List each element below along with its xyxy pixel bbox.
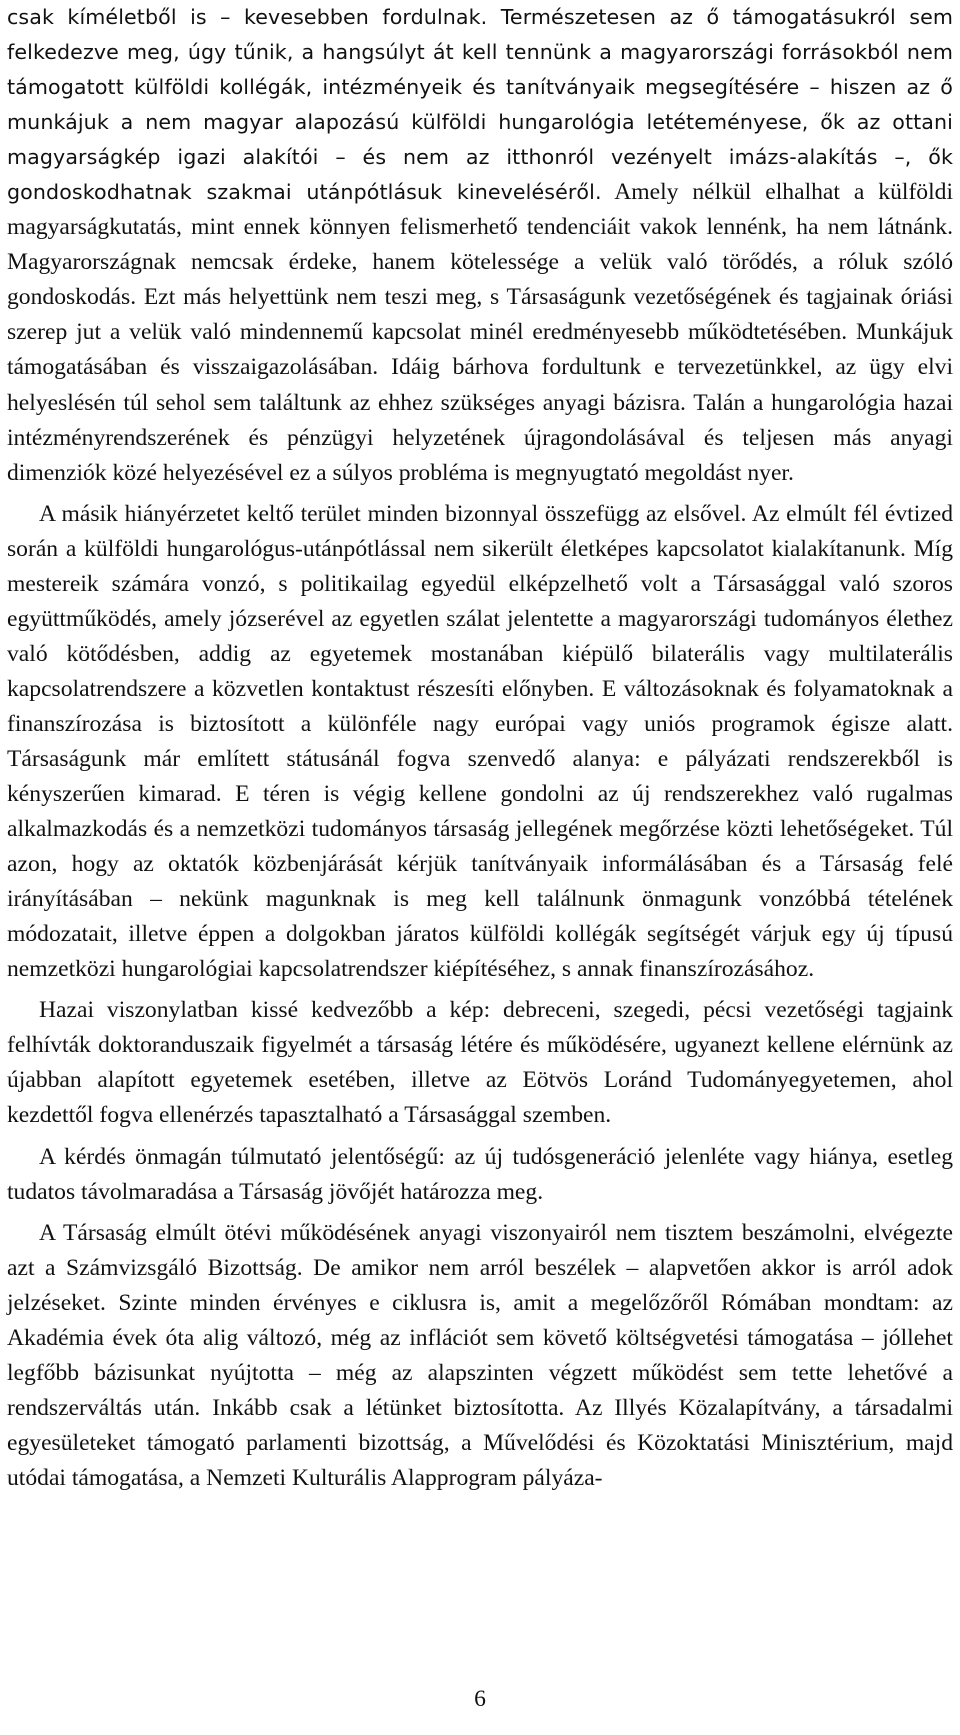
page-number: 6: [474, 1686, 486, 1712]
paragraph-5-text: A Társaság elmúlt ötévi működésének anyagi viszonyairól nem tisztem beszámolni, elvégezte azt a Számvizsgáló Bizottság. De amikor nem arról beszélek – alapvetően akkor is arról adok jelzéseket. Szinte minden érvényes e ciklusra is, amit a megelőzőről Rómában mondtam: az Akadémia évek óta alig változó, még az inflációt sem követő költségvetési támogatása – jóllehet legfőbb bázisunkat nyújtotta – még az alapszinten végzett működést sem tette lehetővé a rendszerváltás után. Inkább csak a létünket biztosította. Az Illyés Közalapítvány, a társadalmi egyesületeket támogató parlamenti bizottság, a Művelődési és Közoktatási Minisztérium, majd utódai támogatása, a Nemzeti Kulturális Alapprogram pályáza-: [7, 1219, 953, 1491]
paragraph-4: [7, 1140, 953, 1210]
paragraph-1-sans-segment: csak kíméletből is – kevesebben fordulnak. Természetesen az ő támogatásukról sem felkedezve meg, úgy tűnik, a hangsúlyt át kell tennünk a magyarországi forrásokból nem támogatott külföldi kollégák, intézményeik és tanítványaik megsegítésére – hiszen az ő munkájuk a nem magyar alapozású külföldi hungarológia letéteményese, ők az ottani magyarságkép igazi alakítói – és nem az itthonról vezényelt imázs-alakítás –, ők gondoskodhatnak szakmai utánpótlásuk kineveléséről.: [7, 5, 953, 205]
document-page: [7, 0, 953, 1496]
paragraph-3: [7, 993, 953, 1133]
paragraph-2: [7, 497, 953, 988]
paragraph-3-text: Hazai viszonylatban kissé kedvezőbb a kép: debreceni, szegedi, pécsi vezetőségi tagjaink felhívták doktoranduszaik figyelmét a társaság létére és működésére, ugyanezt kellene elérnünk az újabban alapított egyetemek esetében, illetve az Eötvös Loránd Tudományegyetemen, ahol kezdettől fogva ellenérzés tapasztalható a Társasággal szemben.: [7, 997, 953, 1129]
paragraph-1: [7, 0, 953, 491]
paragraph-5: [7, 1216, 953, 1496]
paragraph-1-serif-segment: Amely nélkül elhalhat a külföldi magyarságkutatás, mint ennek könnyen felismerhető tendenciáit vakok lennénk, ha nem látnánk. Magyarországnak nemcsak érdeke, hanem kötelessége a velük való törődés, a róluk szóló gondoskodás. Ezt más helyettünk nem teszi meg, s Társaságunk vezetőségének és tagjainak óriási szerep jut a velük való mindennemű kapcsolat minél eredményesebb működtetésében. Munkájuk támogatásában és visszaigazolásában. Idáig bárhova fordultunk e tervezetünkkel, az ügy elvi helyeslésén túl sehol sem találtunk az ehhez szükséges anyagi bázisra. Talán a hungarológia hazai intézményrendszerének és pénzügyi helyzetének újragondolásával és teljesen más anyagi dimenziók közé helyezésével ez a súlyos probléma is megnyugtató megoldást nyer.: [7, 179, 953, 486]
paragraph-2-text: A másik hiányérzetet keltő terület minden bizonnyal összefügg az elsővel. Az elmúlt fél évtized során a külföldi hungarológus-utánpótlással nem sikerült életképes kapcsolatot kialakítanunk. Míg mestereik számára vonzó, s politikailag egyedül elképzelhető volt a Társasággal való szoros együttműködés, amely józserével az egyetlen szálat jelentette a magyarországi tudományos élethez való kötődésben, addig az egyetemek mostanában kiépülő bilaterális vagy multilaterális kapcsolatrendszere a közvetlen kontaktust részesíti előnyben. E változásoknak és folyamatoknak a finanszírozása is biztosított a különféle nagy európai vagy uniós programok égisze alatt. Társaságunk már említett státusánál fogva szenvedő alanya: e pályázati rendszerekből is kényszerűen kimarad. E téren is végig kellene gondolni az új rendszerekhez való rugalmas alkalmazkodás és a nemzetközi tudományos társaság jellegének megőrzése közti lehetőségeket. Túl azon, hogy az oktatók közbenjárását kérjük tanítványaik informálásában és a Társaság felé irányításában – nekünk magunknak is meg kell találnunk önmagunk vonzóbbá tételének módozatait, illetve éppen a dolgokban járatos külföldi kollégák segítségét várjuk egy új típusú nemzetközi hungarológiai kapcsolatrendszer kiépítéséhez, s annak finanszírozásához.: [7, 500, 953, 983]
paragraph-4-text: A kérdés önmagán túlmutató jelentőségű: az új tudósgeneráció jelenléte vagy hiánya, esetleg tudatos távolmaradása a Társaság jövőjét határozza meg.: [7, 1143, 953, 1205]
